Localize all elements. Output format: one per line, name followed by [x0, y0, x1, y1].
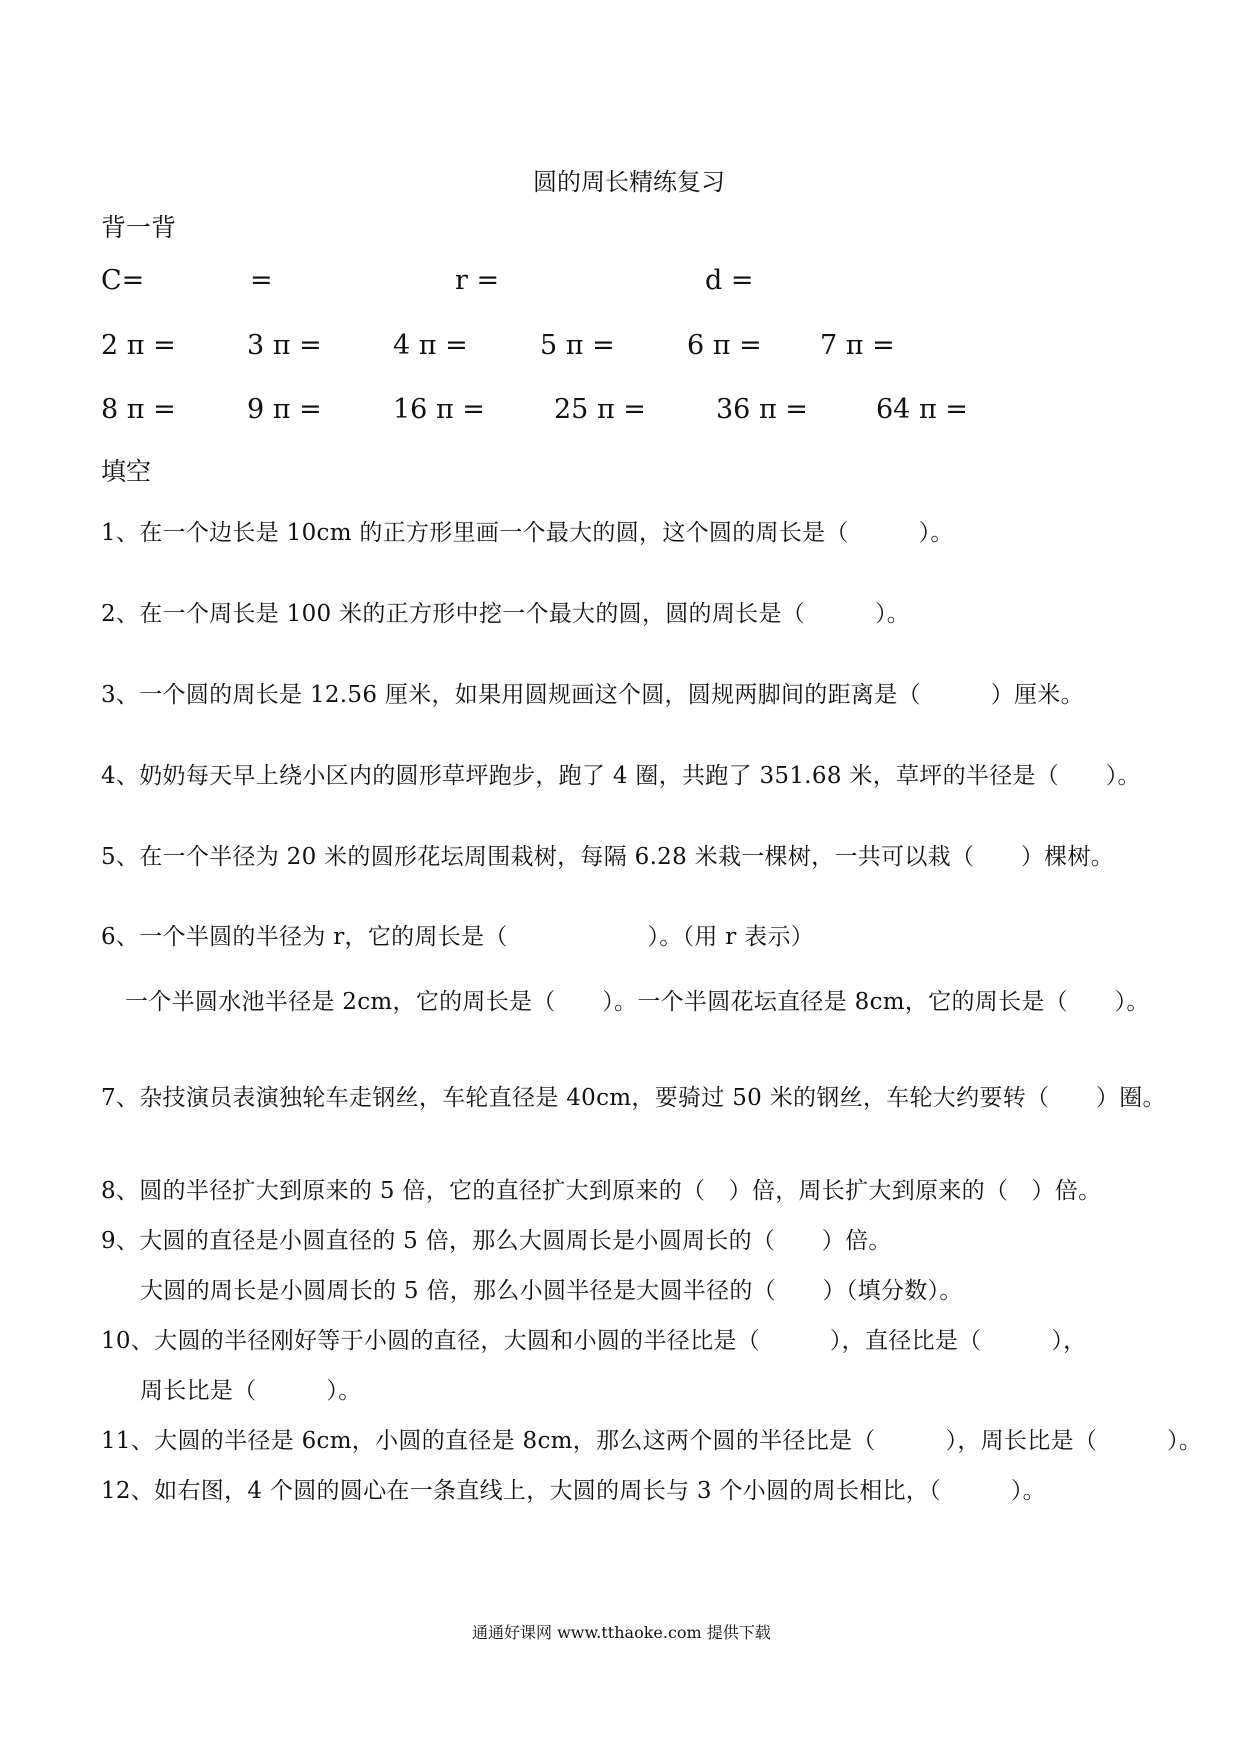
- formula-d: d =: [705, 265, 754, 296]
- pi-item: 7 π =: [820, 330, 895, 361]
- question-11: 11、大圆的半径是 6cm，小圆的直径是 8cm，那么这两个圆的半径比是（ ），周长比是（ ）。: [101, 1428, 1203, 1454]
- question-1: 1、在一个边长是 10cm 的正方形里画一个最大的圆，这个圆的周长是（ ）。: [101, 520, 954, 546]
- question-12: 12、如右图，4 个圆的圆心在一条直线上，大圆的周长与 3 个小圆的周长相比，（ ）。: [101, 1478, 1046, 1504]
- footer-credit: 通通好课网 www.tthaoke.com 提供下载: [472, 1623, 771, 1642]
- pi-item: 6 π =: [687, 330, 762, 361]
- page-title: 圆的周长精练复习: [533, 168, 725, 196]
- pi-item: 2 π =: [101, 330, 176, 361]
- pi-item: 4 π =: [393, 330, 468, 361]
- question-9-sub: 大圆的周长是小圆周长的 5 倍，那么小圆半径是大圆半径的（ ）（填分数）。: [140, 1278, 963, 1304]
- question-7: 7、杂技演员表演独轮车走钢丝，车轮直径是 40cm，要骑过 50 米的钢丝，车轮大约要转（ ）圈。: [101, 1085, 1166, 1111]
- question-10-sub: 周长比是（ ）。: [140, 1378, 362, 1404]
- formula-c: C=: [101, 265, 145, 296]
- question-5: 5、在一个半径为 20 米的圆形花坛周围栽树，每隔 6.28 米栽一棵树，一共可以栽（ ）棵树。: [101, 844, 1115, 870]
- pi-item: 36 π =: [716, 394, 808, 425]
- section-heading-fill-in: 填空: [101, 457, 152, 486]
- question-8: 8、圆的半径扩大到原来的 5 倍，它的直径扩大到原来的（ ）倍，周长扩大到原来的（ ）倍。: [101, 1178, 1102, 1204]
- question-3: 3、一个圆的周长是 12.56 厘米，如果用圆规画这个圆，圆规两脚间的距离是（ ）厘米。: [101, 682, 1084, 708]
- section-heading-memorize: 背一背: [101, 213, 177, 242]
- formula-equals: =: [250, 265, 273, 296]
- question-9: 9、大圆的直径是小圆直径的 5 倍，那么大圆周长是小圆周长的（ ）倍。: [101, 1228, 892, 1254]
- question-10: 10、大圆的半径刚好等于小圆的直径，大圆和小圆的半径比是（ ），直径比是（ ），: [101, 1328, 1087, 1354]
- question-4: 4、奶奶每天早上绕小区内的圆形草坪跑步，跑了 4 圈，共跑了 351.68 米，草坪的半径是（ ）。: [101, 763, 1141, 789]
- pi-item: 25 π =: [554, 394, 646, 425]
- question-6: 6、一个半圆的半径为 r，它的周长是（ ）。（用 r 表示）: [101, 924, 815, 950]
- pi-item: 64 π =: [876, 394, 968, 425]
- pi-item: 5 π =: [540, 330, 615, 361]
- pi-item: 3 π =: [247, 330, 322, 361]
- question-6-sub: 一个半圆水池半径是 2cm，它的周长是（ ）。一个半圆花坛直径是 8cm，它的周长是（ ）。: [125, 989, 1150, 1015]
- pi-item: 16 π =: [393, 394, 485, 425]
- formula-r: r =: [455, 265, 500, 296]
- pi-item: 8 π =: [101, 394, 176, 425]
- pi-item: 9 π =: [247, 394, 322, 425]
- question-2: 2、在一个周长是 100 米的正方形中挖一个最大的圆，圆的周长是（ ）。: [101, 601, 911, 627]
